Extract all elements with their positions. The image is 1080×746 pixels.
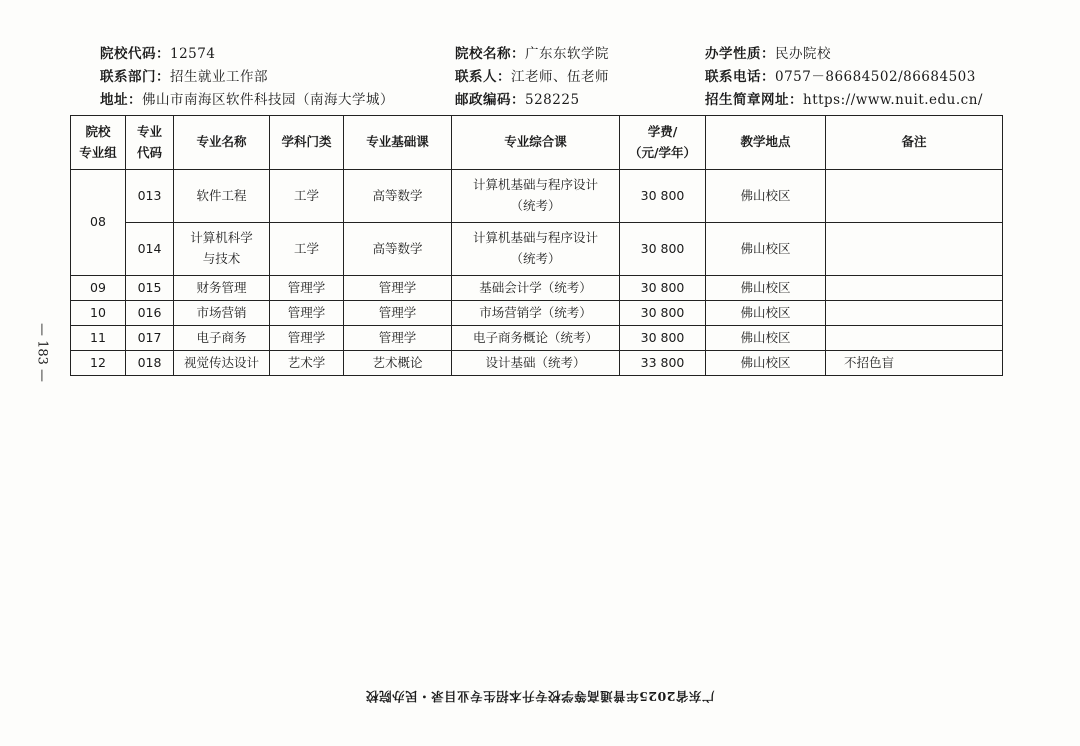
school-nature-label: 办学性质： bbox=[705, 46, 775, 62]
address-label: 地址： bbox=[100, 92, 142, 108]
cell-code: 014 bbox=[126, 223, 174, 276]
website-label: 招生简章网址： bbox=[705, 92, 803, 108]
header-name: 专业名称 bbox=[174, 116, 270, 170]
cell-code: 018 bbox=[126, 351, 174, 376]
cell-basic: 管理学 bbox=[344, 326, 452, 351]
cell-group: 10 bbox=[71, 301, 126, 326]
contact-dept-value: 招生就业工作部 bbox=[170, 69, 268, 85]
school-code bbox=[100, 42, 215, 62]
cell-note bbox=[826, 276, 1003, 301]
cell-basic: 管理学 bbox=[344, 276, 452, 301]
contact-phone-value: 0757－86684502/86684503 bbox=[775, 69, 976, 85]
cell-note bbox=[826, 326, 1003, 351]
postcode bbox=[455, 88, 580, 108]
postcode-label: 邮政编码： bbox=[455, 92, 525, 108]
cell-name: 电子商务 bbox=[174, 326, 270, 351]
address bbox=[100, 88, 394, 108]
cell-fee: 30 800 bbox=[620, 276, 706, 301]
cell-note: 不招色盲 bbox=[826, 351, 1003, 376]
school-nature bbox=[705, 42, 831, 62]
cell-fee: 30 800 bbox=[620, 223, 706, 276]
table-row bbox=[71, 276, 1003, 301]
header-comprehensive-course: 专业综合课 bbox=[452, 116, 620, 170]
header-basic-course: 专业基础课 bbox=[344, 116, 452, 170]
cell-fee: 30 800 bbox=[620, 301, 706, 326]
cell-name: 计算机科学 与技术 bbox=[174, 223, 270, 276]
contact-dept-label: 联系部门： bbox=[100, 69, 170, 85]
page-footer: 广东省2025年普通高等学校专升本招生专业目录・民办院校 bbox=[365, 689, 715, 704]
cell-comprehensive: 电子商务概论（统考） bbox=[452, 326, 620, 351]
cell-category: 工学 bbox=[270, 223, 344, 276]
address-value: 佛山市南海区软件科技园（南海大学城） bbox=[142, 92, 394, 108]
contact-person-value: 江老师、伍老师 bbox=[511, 69, 609, 85]
cell-group: 11 bbox=[71, 326, 126, 351]
table-row bbox=[71, 223, 1003, 276]
cell-location: 佛山校区 bbox=[706, 301, 826, 326]
cell-name: 视觉传达设计 bbox=[174, 351, 270, 376]
contact-phone-label: 联系电话： bbox=[705, 69, 775, 85]
school-code-label: 院校代码： bbox=[100, 46, 170, 62]
cell-comprehensive: 设计基础（统考） bbox=[452, 351, 620, 376]
table-header-row bbox=[71, 116, 1003, 170]
header-location: 教学地点 bbox=[706, 116, 826, 170]
table-row bbox=[71, 326, 1003, 351]
cell-category: 管理学 bbox=[270, 301, 344, 326]
cell-location: 佛山校区 bbox=[706, 351, 826, 376]
cell-category: 艺术学 bbox=[270, 351, 344, 376]
cell-category: 管理学 bbox=[270, 276, 344, 301]
cell-fee: 30 800 bbox=[620, 170, 706, 223]
cell-note bbox=[826, 223, 1003, 276]
cell-group: 08 bbox=[71, 170, 126, 276]
cell-fee: 30 800 bbox=[620, 326, 706, 351]
cell-code: 017 bbox=[126, 326, 174, 351]
cell-category: 管理学 bbox=[270, 326, 344, 351]
header-code: 专业 代码 bbox=[126, 116, 174, 170]
website bbox=[705, 88, 983, 108]
cell-category: 工学 bbox=[270, 170, 344, 223]
page-number: — 183 — bbox=[34, 322, 50, 383]
cell-group: 09 bbox=[71, 276, 126, 301]
header-note: 备注 bbox=[826, 116, 1003, 170]
cell-comprehensive: 计算机基础与程序设计 （统考） bbox=[452, 170, 620, 223]
postcode-value: 528225 bbox=[525, 92, 580, 108]
cell-group: 12 bbox=[71, 351, 126, 376]
table-row bbox=[71, 351, 1003, 376]
cell-note bbox=[826, 301, 1003, 326]
website-value[interactable]: https://www.nuit.edu.cn/ bbox=[803, 92, 983, 108]
cell-name: 财务管理 bbox=[174, 276, 270, 301]
cell-fee: 33 800 bbox=[620, 351, 706, 376]
cell-basic: 高等数学 bbox=[344, 170, 452, 223]
cell-note bbox=[826, 170, 1003, 223]
school-code-value: 12574 bbox=[170, 46, 216, 62]
cell-code: 015 bbox=[126, 276, 174, 301]
cell-basic: 管理学 bbox=[344, 301, 452, 326]
school-nature-value: 民办院校 bbox=[775, 46, 831, 62]
contact-person-label: 联系人： bbox=[455, 69, 511, 85]
school-name-value: 广东东软学院 bbox=[525, 46, 609, 62]
cell-name: 市场营销 bbox=[174, 301, 270, 326]
cell-location: 佛山校区 bbox=[706, 223, 826, 276]
cell-comprehensive: 计算机基础与程序设计 （统考） bbox=[452, 223, 620, 276]
cell-basic: 艺术概论 bbox=[344, 351, 452, 376]
cell-basic: 高等数学 bbox=[344, 223, 452, 276]
header-fee: 学费/ （元/学年） bbox=[620, 116, 706, 170]
cell-comprehensive: 基础会计学（统考） bbox=[452, 276, 620, 301]
cell-code: 016 bbox=[126, 301, 174, 326]
cell-location: 佛山校区 bbox=[706, 326, 826, 351]
school-name-label: 院校名称： bbox=[455, 46, 525, 62]
header-group: 院校 专业组 bbox=[71, 116, 126, 170]
majors-table bbox=[70, 115, 1003, 376]
header-category: 学科门类 bbox=[270, 116, 344, 170]
table-row bbox=[71, 170, 1003, 223]
cell-name: 软件工程 bbox=[174, 170, 270, 223]
contact-phone bbox=[705, 65, 976, 85]
cell-location: 佛山校区 bbox=[706, 170, 826, 223]
school-name bbox=[455, 42, 609, 62]
table-row bbox=[71, 301, 1003, 326]
cell-location: 佛山校区 bbox=[706, 276, 826, 301]
cell-code: 013 bbox=[126, 170, 174, 223]
contact-person bbox=[455, 65, 609, 85]
contact-dept bbox=[100, 65, 268, 85]
cell-comprehensive: 市场营销学（统考） bbox=[452, 301, 620, 326]
